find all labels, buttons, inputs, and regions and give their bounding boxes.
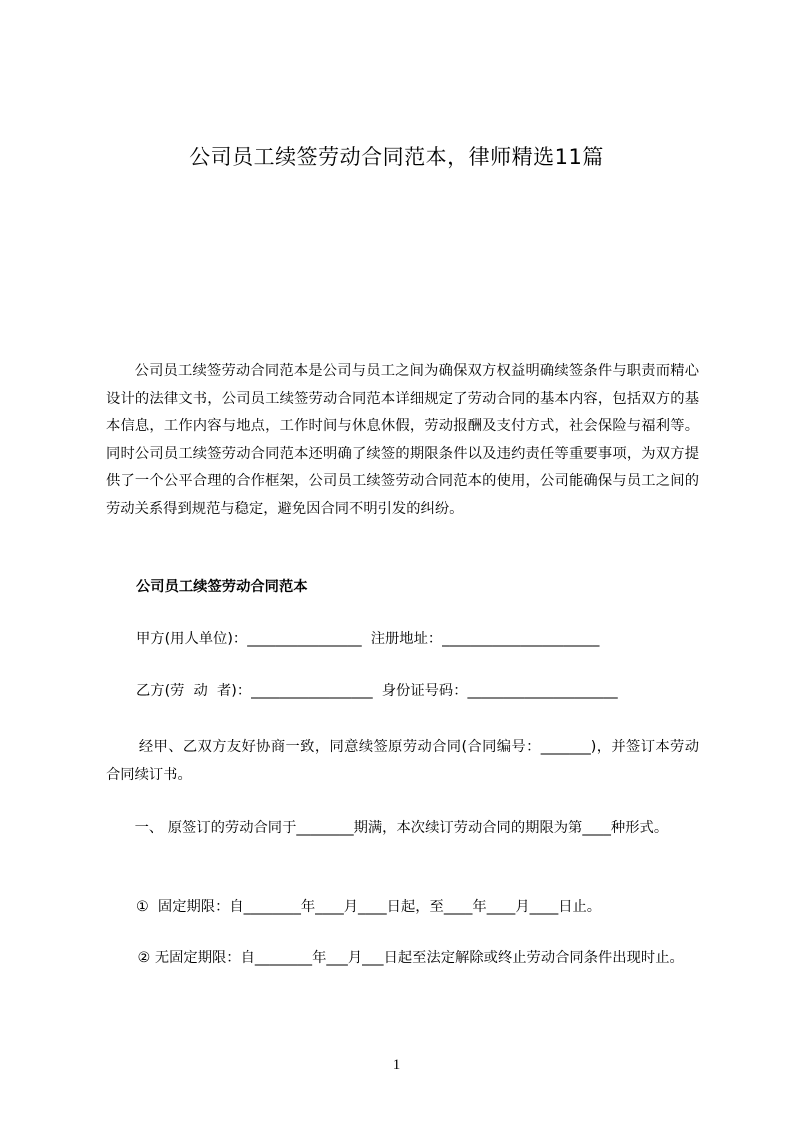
fixed-term-option: ① 固定期限：自________年____月____日起，至____年____月____日止。 — [136, 899, 602, 915]
party-a-line: 甲方(用人单位)：________________ 注册地址：______________________ — [136, 631, 600, 647]
clause-1-paragraph: 一、 原签订的劳动合同于________期满，本次续订劳动合同的期限为第____种形式。 — [134, 820, 669, 836]
intro-paragraph: 公司员工续签劳动合同范本是公司与员工之间为确保双方权益明确续签条件与职责而精心设计的法律文书，公司员工续签劳动合同范本详细规定了劳动合同的基本内容，包括双方的基本信息，工作内容与地点，工作时间与休息休假，劳动报酬及支付方式，社会保险与福利等。同时公司员工续签劳动合同范本还明确了续签的期限条件以及违约责任等重要事项，为双方提供了一个公平合理的合作框架，公司员工续签劳动合同范本的使用，公司能确保与员工之间的劳动关系得到规范与稳定，避免因合同不明引发的纠纷。 — [106, 363, 699, 517]
open-term-option: ② 无固定期限：自________年___月___日起至法定解除或终止劳动合同条件出现时止。 — [137, 950, 684, 966]
section-heading: 公司员工续签劳动合同范本 — [136, 579, 308, 595]
document-title: 公司员工续签劳动合同范本，律师精选11篇 — [189, 145, 604, 169]
page-number: 1 — [392, 1057, 401, 1073]
party-b-line: 乙方(劳 动 者)：_________________ 身份证号码：_____________________ — [136, 683, 618, 699]
agreement-paragraph: 经甲、乙双方友好协商一致，同意续签原劳动合同(合同编号：_______)，并签订本劳动合同续订书。 — [106, 739, 699, 783]
